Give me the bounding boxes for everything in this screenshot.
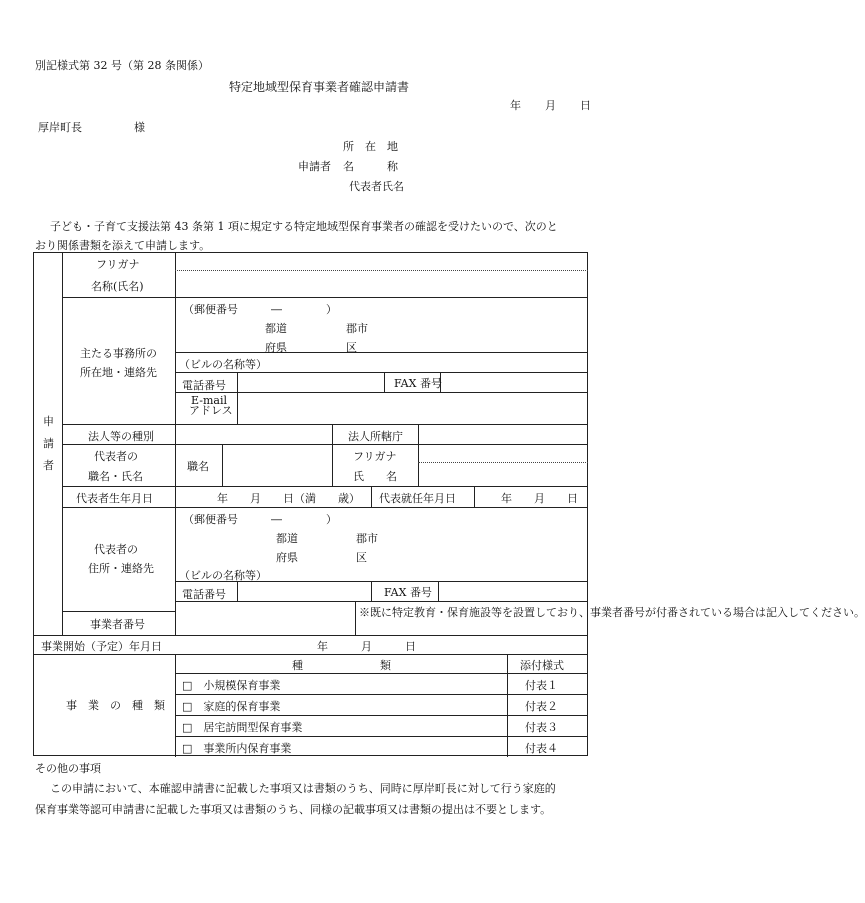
rep-tenure-value: 年 月 日 — [501, 492, 578, 505]
operator-number-note: ※既に特定教育・保育施設等を設置しており、事業者番号が付番されている場合は記入してください。 — [359, 606, 865, 619]
side-label-3: 者 — [43, 459, 54, 472]
rep-addr-gunshi: 郡市 — [356, 532, 378, 545]
rep-addr-todo: 都道 — [276, 532, 298, 545]
attach-form: 付表４ — [525, 742, 558, 755]
rep-addr-building: （ビルの名称等） — [179, 569, 267, 582]
form-number: 別記様式第 32 号（第 28 条関係） — [35, 59, 209, 72]
office-postal: （郵便番号 ― ） — [183, 303, 337, 316]
attach-form: 付表２ — [525, 700, 558, 713]
corp-office-label: 法人所轄庁 — [348, 430, 403, 443]
furigana-label: フリガナ — [96, 258, 140, 271]
office-gunshi: 郡市 — [346, 322, 368, 335]
rep-furigana-label: フリガナ — [353, 450, 397, 463]
rep-name-label: 氏 名 — [353, 470, 397, 483]
kind-checkbox[interactable]: □ 小規模保育事業 — [182, 679, 281, 692]
rep-addr-postal: （郵便番号 ― ） — [183, 513, 337, 526]
attach-form: 付表３ — [525, 721, 558, 734]
rep-addr-fax-label: FAX 番号 — [384, 586, 432, 599]
footer-line-2: 保育事業等認可申請書に記載した事項又は書類のうち、同様の記載事項又は書類の提出は不要とします。 — [35, 803, 552, 816]
office-todo: 都道 — [265, 322, 287, 335]
attach-form: 付表１ — [525, 679, 558, 692]
name-label: 名 称 — [343, 160, 398, 173]
office-fax-label: FAX 番号 — [394, 377, 442, 390]
office-ku: 区 — [346, 341, 357, 354]
corp-type-label: 法人等の種別 — [88, 430, 154, 443]
intro-line-1: 子ども・子育て支援法第 43 条第 1 項に規定する特定地域型保育事業者の確認を受けたいので、次のと — [50, 220, 558, 233]
page-title: 特定地域型保育事業者確認申請書 — [229, 80, 410, 94]
representative-label: 代表者氏名 — [349, 180, 404, 193]
rep-addr-label-2: 住所・連絡先 — [88, 562, 154, 575]
kind-checkbox[interactable]: □ 事業所内保育事業 — [182, 742, 292, 755]
addressee: 厚岸町長 — [38, 121, 82, 134]
rep-tenure-label: 代表就任年月日 — [379, 492, 456, 505]
side-label-2: 請 — [43, 437, 54, 450]
footer-line-1: この申請において、本確認申請書に記載した事項又は書類のうち、同時に厚岸町長に対して行う家庭的 — [50, 782, 556, 795]
date-year: 年 — [510, 99, 521, 112]
rep-addr-fuken: 府県 — [276, 551, 298, 564]
office-phone-label: 電話番号 — [182, 379, 226, 392]
rep-birth-value: 年 月 日（満 歳） — [217, 492, 360, 505]
side-label-1: 申 — [43, 415, 54, 428]
start-date-label: 事業開始（予定）年月日 — [41, 640, 162, 653]
rep-title-label: 職名 — [187, 460, 209, 473]
attach-header: 添付様式 — [520, 659, 564, 672]
office-label-2: 所在地・連絡先 — [80, 366, 157, 379]
office-building: （ビルの名称等） — [179, 358, 267, 371]
start-date-value: 年 月 日 — [317, 640, 416, 653]
application-table — [33, 252, 865, 756]
rep-label-2: 職名・氏名 — [88, 470, 143, 483]
kind-checkbox[interactable]: □ 居宅訪問型保育事業 — [182, 721, 303, 734]
rep-label-1: 代表者の — [94, 450, 138, 463]
business-type-label: 事 業 の 種 類 — [66, 699, 165, 712]
office-label-1: 主たる事務所の — [80, 347, 157, 360]
honorific: 様 — [134, 121, 145, 134]
date-month: 月 — [545, 99, 556, 112]
rep-addr-phone-label: 電話番号 — [182, 588, 226, 601]
email-label-2: アドレス — [189, 404, 233, 417]
other-matters-heading: その他の事項 — [35, 762, 101, 775]
rep-addr-ku: 区 — [356, 551, 367, 564]
applicant-label: 申請者 — [298, 160, 331, 173]
rep-birth-label: 代表者生年月日 — [76, 492, 153, 505]
address-label: 所 在 地 — [343, 140, 398, 153]
kind-header: 種 類 — [292, 659, 391, 672]
kind-checkbox[interactable]: □ 家庭的保育事業 — [182, 700, 281, 713]
rep-addr-label-1: 代表者の — [94, 543, 138, 556]
operator-number-label: 事業者番号 — [90, 618, 145, 631]
intro-line-2: おり関係書類を添えて申請します。 — [35, 239, 211, 252]
name-label: 名称(氏名) — [91, 280, 144, 293]
email-label-1: E-mail — [191, 394, 227, 407]
office-fuken: 府県 — [265, 341, 287, 354]
date-day: 日 — [580, 99, 591, 112]
